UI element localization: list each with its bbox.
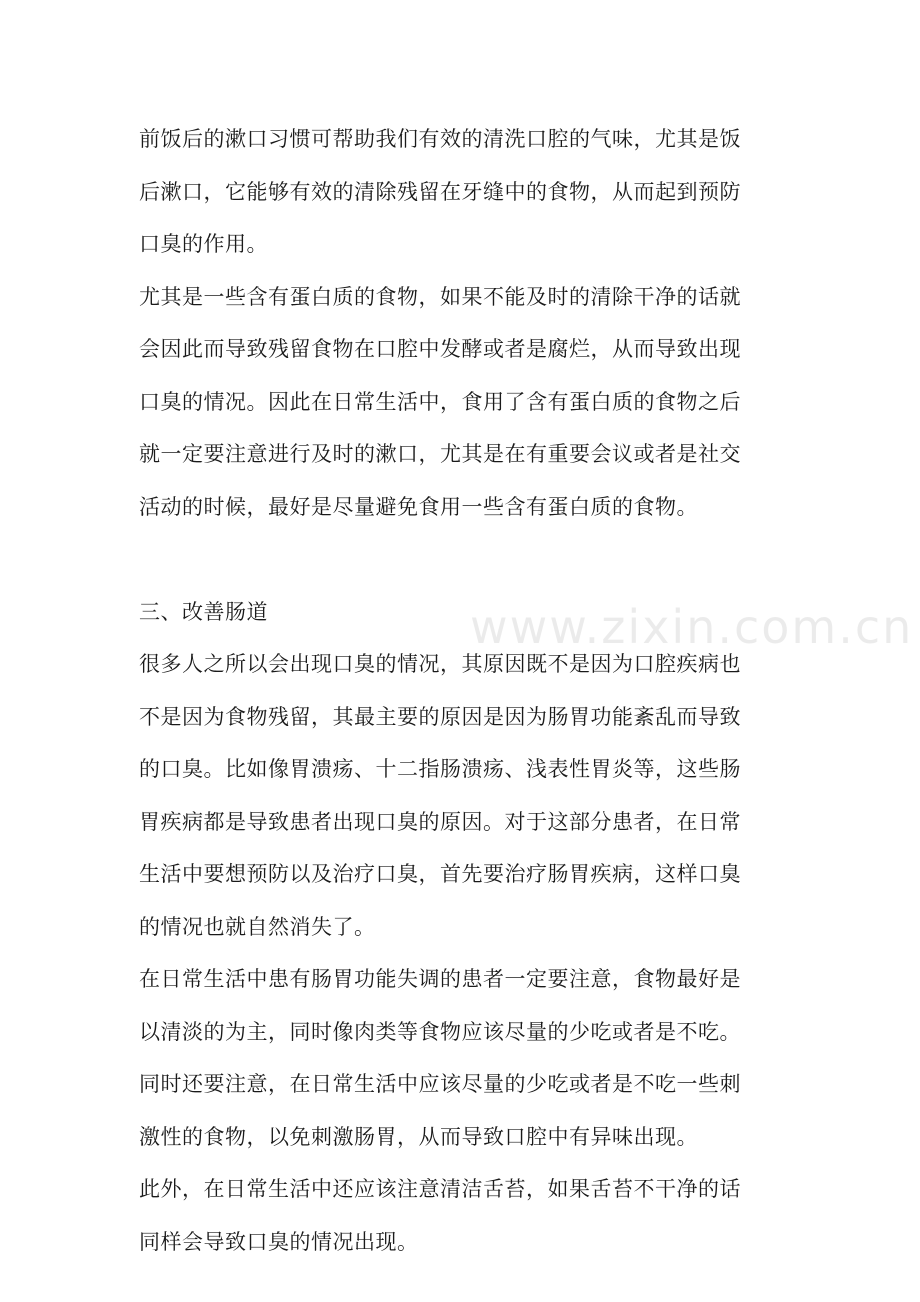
text-line: 不是因为食物残留，其最主要的原因是因为肠胃功能紊乱而导致: [139, 704, 741, 729]
blank-line: [139, 533, 789, 586]
paragraph-protein-food: [139, 271, 789, 534]
text-line: 后漱口，它能够有效的清除残留在牙缝中的食物，从而起到预防: [139, 179, 741, 204]
text-line: 的情况也就自然消失了。: [139, 914, 376, 939]
text-line: 此外，在日常生活中还应该注意清洁舌苔，如果舌苔不干净的话: [139, 1177, 741, 1201]
text-line: 激性的食物，以免刺激肠胃，从而导致口腔中有异味出现。: [139, 1124, 698, 1149]
text-line: 同样会导致口臭的情况出现。: [139, 1229, 419, 1254]
paragraph-diet-advice: [139, 953, 789, 1163]
section-heading: 三、改善肠道: [139, 599, 268, 624]
text-line: 就一定要注意进行及时的漱口，尤其是在有重要会议或者是社交: [139, 442, 741, 466]
paragraph-intestinal-cause: [139, 638, 789, 953]
text-line: 胃疾病都是导致患者出现口臭的原因。对于这部分患者，在日常: [139, 809, 741, 834]
text-line: 口臭的作用。: [139, 232, 268, 256]
text-line: 尤其是一些含有蛋白质的食物，如果不能及时的清除干净的话就: [139, 284, 741, 309]
paragraph-rinse-habit: [139, 113, 789, 271]
text-line: 口臭的情况。因此在日常生活中，食用了含有蛋白质的食物之后: [139, 389, 741, 414]
text-line: 同时还要注意，在日常生活中应该尽量的少吃或者是不吃一些刺: [139, 1072, 741, 1096]
text-line: 以清淡的为主，同时像肉类等食物应该尽量的少吃或者是不吃。: [139, 1019, 741, 1044]
document-body: [139, 113, 789, 1268]
text-line: 生活中要想预防以及治疗口臭，首先要治疗肠胃疾病，这样口臭: [139, 862, 741, 886]
text-line: 活动的时候，最好是尽量避免食用一些含有蛋白质的食物。: [139, 494, 698, 519]
paragraph-tongue-coating: [139, 1163, 789, 1268]
text-line: 很多人之所以会出现口臭的情况，其原因既不是因为口腔疾病也: [139, 652, 741, 676]
text-line: 在日常生活中患有肠胃功能失调的患者一定要注意，食物最好是: [139, 967, 741, 991]
text-line: 前饭后的漱口习惯可帮助我们有效的清洗口腔的气味，尤其是饭: [139, 127, 741, 151]
watermark: www.zixin.com.cn: [470, 600, 914, 654]
text-line: 的口臭。比如像胃溃疡、十二指肠溃疡、浅表性胃炎等，这些肠: [139, 757, 741, 781]
text-line: 会因此而导致残留食物在口腔中发酵或者是腐烂，从而导致出现: [139, 337, 741, 361]
